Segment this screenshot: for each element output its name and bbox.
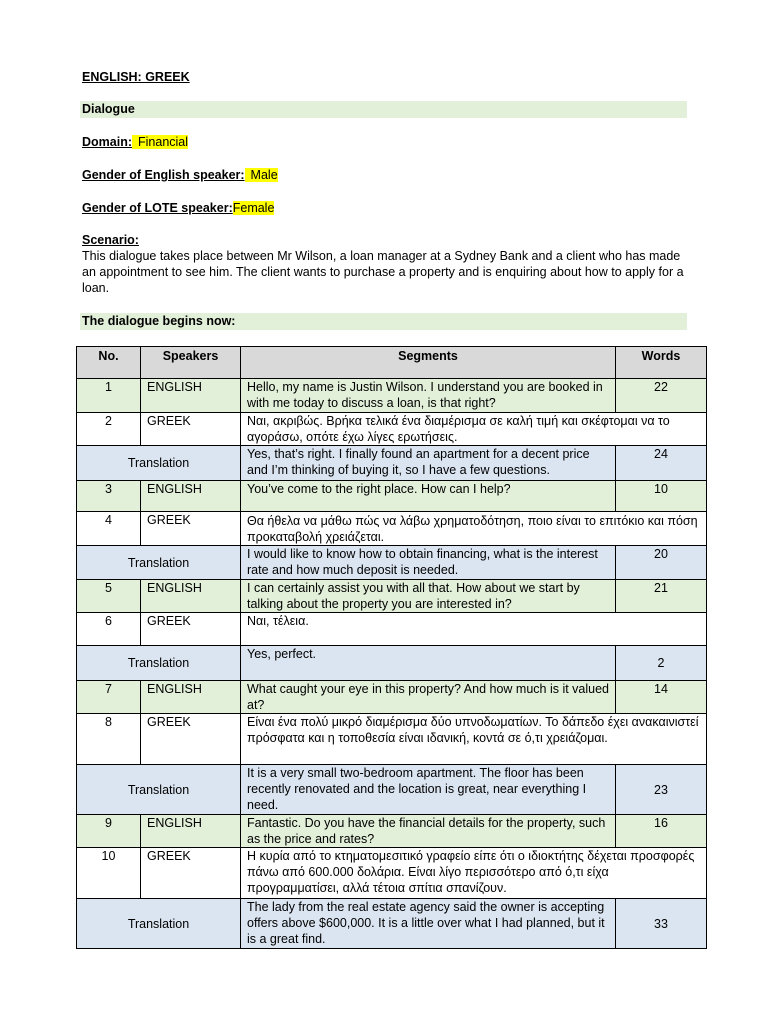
gender-lote-line — [82, 200, 274, 216]
row-segment: What caught your eye in this property? And how much is it valued at? — [241, 681, 616, 714]
row-words: 23 — [616, 765, 707, 815]
table-row — [77, 714, 707, 765]
table-header-row — [77, 347, 707, 379]
row-no: 7 — [77, 681, 141, 714]
row-segment: Yes, perfect. — [241, 646, 616, 681]
domain-label: Domain: — [82, 135, 132, 149]
row-speaker: GREEK — [141, 613, 241, 646]
gender-en-value: Male — [250, 168, 278, 182]
dialogue-table — [76, 346, 707, 949]
row-words: 21 — [616, 580, 707, 613]
row-translation-label: Translation — [77, 899, 241, 949]
row-speaker: ENGLISH — [141, 681, 241, 714]
row-segment: Θα ήθελα να μάθω πώς να λάβω χρηματοδότηση, ποιο είναι το επιτόκιο και πόση προκαταβολή χρειάζεται. — [241, 512, 707, 546]
dialogue-begins: The dialogue begins now: — [82, 314, 236, 328]
row-speaker: GREEK — [141, 848, 241, 899]
row-segment: Yes, that’s right. I finally found an apartment for a decent price and I’m thinking of buying it, so I have a few questions. — [241, 446, 616, 481]
header-speakers: Speakers — [141, 347, 241, 379]
table-row — [77, 815, 707, 848]
row-segment: Fantastic. Do you have the financial details for the property, such as the price and rates? — [241, 815, 616, 848]
table-row — [77, 512, 707, 546]
row-no: 3 — [77, 481, 141, 512]
table-row — [77, 481, 707, 512]
row-segment: The lady from the real estate agency said the owner is accepting offers above $600,000. It is a little over what I had planned, but it is a great find. — [241, 899, 616, 949]
row-words: 10 — [616, 481, 707, 512]
row-no: 8 — [77, 714, 141, 765]
row-speaker: ENGLISH — [141, 379, 241, 413]
row-no: 4 — [77, 512, 141, 546]
row-translation-label: Translation — [77, 765, 241, 815]
row-speaker: GREEK — [141, 714, 241, 765]
header-no: No. — [77, 347, 141, 379]
row-translation-label: Translation — [77, 646, 241, 681]
row-segment: I would like to know how to obtain financing, what is the interest rate and how much deposit is needed. — [241, 546, 616, 580]
row-words: 22 — [616, 379, 707, 413]
header-segments: Segments — [241, 347, 616, 379]
row-no: 10 — [77, 848, 141, 899]
row-speaker: ENGLISH — [141, 580, 241, 613]
row-words: 14 — [616, 681, 707, 714]
row-words: 20 — [616, 546, 707, 580]
row-segment: Hello, my name is Justin Wilson. I understand you are booked in with me today to discuss a loan, is that right? — [241, 379, 616, 413]
table-row — [77, 646, 707, 681]
row-segment: Η κυρία από το κτηματομεσιτικό γραφείο είπε ότι ο ιδιοκτήτης δέχεται προσφορές πάνω από 600.000 δολάρια. Είναι λίγο περισσότερο από ό,τι είχα προγραμματίσει, αλλά τέτοια σπίτια σπανίζουν. — [241, 848, 707, 899]
row-no: 1 — [77, 379, 141, 413]
table-row — [77, 681, 707, 714]
row-no: 5 — [77, 580, 141, 613]
row-words: 2 — [616, 646, 707, 681]
row-segment: It is a very small two-bedroom apartment. The floor has been recently renovated and the location is great, near everything I need. — [241, 765, 616, 815]
section-band — [80, 101, 687, 118]
table-row — [77, 379, 707, 413]
row-words: 33 — [616, 899, 707, 949]
row-translation-label: Translation — [77, 546, 241, 580]
row-segment: I can certainly assist you with all that. How about we start by talking about the property you are interested in? — [241, 580, 616, 613]
row-speaker: ENGLISH — [141, 481, 241, 512]
row-segment: Ναι, ακριβώς. Βρήκα τελικά ένα διαμέρισμα σε καλή τιμή και σκέφτομαι να το αγοράσω, οπότε έχω λίγες ερωτήσεις. — [241, 413, 707, 446]
row-speaker: ENGLISH — [141, 815, 241, 848]
row-no: 9 — [77, 815, 141, 848]
table-row — [77, 446, 707, 481]
table-row — [77, 848, 707, 899]
row-speaker: GREEK — [141, 413, 241, 446]
domain-line — [82, 134, 188, 150]
dialogue-begins-band — [80, 313, 687, 330]
row-speaker: GREEK — [141, 512, 241, 546]
doc-title: ENGLISH: GREEK — [82, 70, 190, 84]
domain-value: Financial — [138, 135, 189, 149]
row-no: 2 — [77, 413, 141, 446]
table-row — [77, 580, 707, 613]
table-row — [77, 899, 707, 949]
gender-lote-label: Gender of LOTE speaker: — [82, 201, 233, 215]
row-segment: You’ve come to the right place. How can I help? — [241, 481, 616, 512]
row-translation-label: Translation — [77, 446, 241, 481]
section-title: Dialogue — [82, 102, 135, 116]
table-row — [77, 765, 707, 815]
row-words: 24 — [616, 446, 707, 481]
header-words: Words — [616, 347, 707, 379]
scenario-label: Scenario: — [82, 233, 139, 247]
table-row — [77, 613, 707, 646]
row-segment: Ναι, τέλεια. — [241, 613, 707, 646]
row-no: 6 — [77, 613, 141, 646]
scenario-text: This dialogue takes place between Mr Wilson, a loan manager at a Sydney Bank and a client who has made an appointment to see him. The client wants to purchase a property and is enquiring about how to apply for a loan. — [82, 249, 684, 295]
row-words: 16 — [616, 815, 707, 848]
table-row — [77, 546, 707, 580]
row-segment: Είναι ένα πολύ μικρό διαμέρισμα δύο υπνοδωματίων. Το δάπεδο έχει ανακαινιστεί πρόσφατα και η τοποθεσία είναι ιδανική, κοντά σε ό,τι χρειάζομαι. — [241, 714, 707, 765]
table-row — [77, 413, 707, 446]
gender-en-line — [82, 167, 278, 183]
gender-en-label: Gender of English speaker: — [82, 168, 245, 182]
gender-lote-value: Female — [232, 201, 275, 215]
